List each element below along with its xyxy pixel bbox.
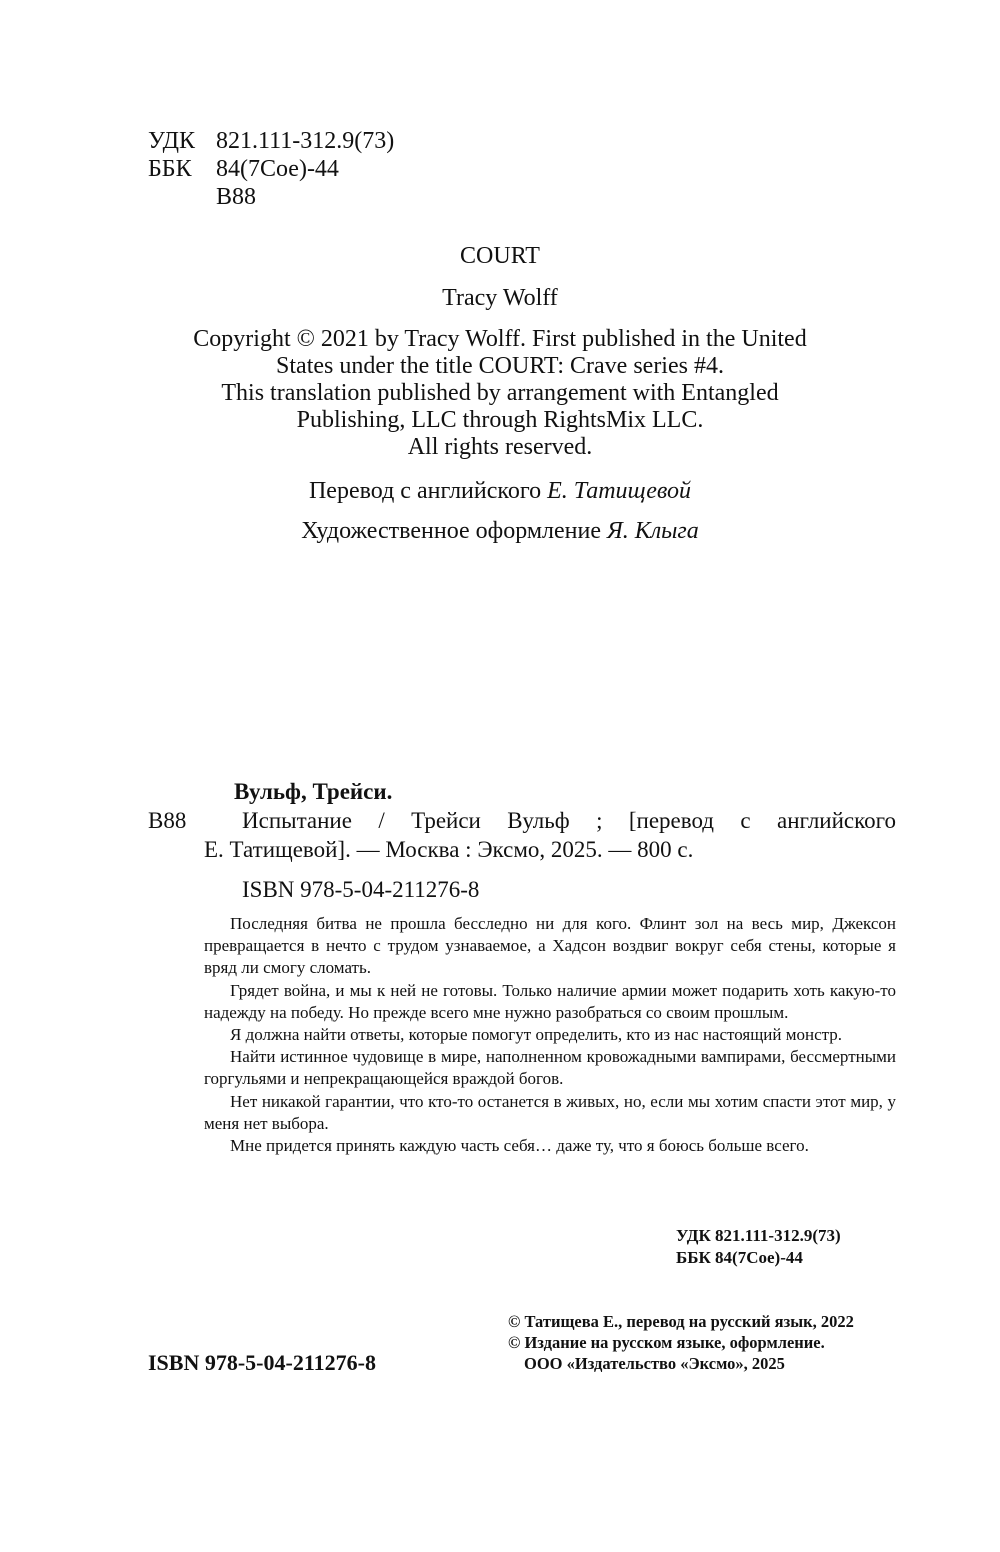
copyright-line: States under the title COURT: Crave series #4. bbox=[276, 353, 724, 379]
annotation-paragraph: Мне придется принять каждую часть себя… даже ту, что я боюсь больше всего. bbox=[230, 1136, 809, 1156]
bbk-label: ББК bbox=[148, 156, 192, 182]
design-credit bbox=[0, 518, 1000, 545]
annotation-paragraph: Грядет война, и мы к ней не готовы. Только наличие армии может подарить хоть какую-то надежду на победу. Но прежде всего мне нужно разобраться со своим прошлым. bbox=[204, 980, 896, 1022]
annotation-paragraph: Последняя битва не прошла бесследно ни для кого. Флинт зол на весь мир, Джексон превращается в нечто с трудом узнаваемое, а Хадсон воздвиг вокруг себя стены, которые я вряд ли смогу сломать. bbox=[204, 914, 896, 978]
bbk-bottom: ББК 84(7Сое)-44 bbox=[676, 1248, 803, 1267]
annotation-paragraph: Найти истинное чудовище в мире, наполненном кровожадными вампирами, бессмертными горгульями и непрекращающейся враждой богов. bbox=[204, 1047, 896, 1089]
copyright-line: Publishing, LLC through RightsMix LLC. bbox=[296, 407, 704, 433]
bib-description-line-1: Испытание / Трейси Вульф ; [перевод с английского bbox=[242, 808, 896, 833]
bib-heading: Вульф, Трейси. bbox=[234, 779, 393, 804]
footer-copyright-3: ООО «Издательство «Эксмо», 2025 bbox=[524, 1354, 785, 1373]
design-label: Художественное оформление bbox=[301, 518, 601, 544]
copyright-line: This translation published by arrangement with Entangled bbox=[221, 380, 779, 406]
bbk-header-row bbox=[148, 156, 339, 183]
translation-label: Перевод с английского bbox=[308, 478, 542, 504]
bib-code: В88 bbox=[148, 808, 187, 833]
annotation-paragraph: Я должна найти ответы, которые помогут определить, кто из нас настоящий монстр. bbox=[230, 1025, 843, 1045]
designer-name: Я. Клыга bbox=[607, 518, 699, 544]
footer-isbn: ISBN 978-5-04-211276-8 bbox=[148, 1350, 376, 1375]
author-sign-header: В88 bbox=[216, 184, 257, 210]
original-title: COURT bbox=[460, 243, 540, 269]
original-copyright bbox=[0, 326, 1000, 461]
udk-value: 821.111-312.9(73) bbox=[216, 128, 395, 154]
translation-credit bbox=[0, 478, 1000, 505]
copyright-line: Copyright © 2021 by Tracy Wolff. First published in the United bbox=[193, 326, 807, 352]
footer-copyright-2: © Издание на русском языке, оформление. bbox=[508, 1333, 825, 1352]
bib-description-line-2: Е. Татищевой]. — Москва : Эксмо, 2025. — 800 с. bbox=[204, 837, 694, 862]
translator-name: Е. Татищевой bbox=[547, 478, 692, 504]
udk-label: УДК bbox=[148, 128, 195, 154]
bib-isbn: ISBN 978-5-04-211276-8 bbox=[242, 877, 480, 902]
annotation bbox=[204, 913, 896, 1157]
original-author: Tracy Wolff bbox=[442, 285, 558, 311]
bbk-value: 84(7Сое)-44 bbox=[216, 156, 339, 182]
udk-bottom: УДК 821.111-312.9(73) bbox=[676, 1226, 841, 1245]
udk-header-row bbox=[148, 128, 394, 155]
annotation-paragraph: Нет никакой гарантии, что кто-то останется в живых, но, если мы хотим спасти этот мир, у меня нет выбора. bbox=[204, 1091, 896, 1133]
copyright-line: All rights reserved. bbox=[407, 434, 593, 460]
footer-copyright-1: © Татищева Е., перевод на русский язык, 2022 bbox=[508, 1312, 854, 1331]
